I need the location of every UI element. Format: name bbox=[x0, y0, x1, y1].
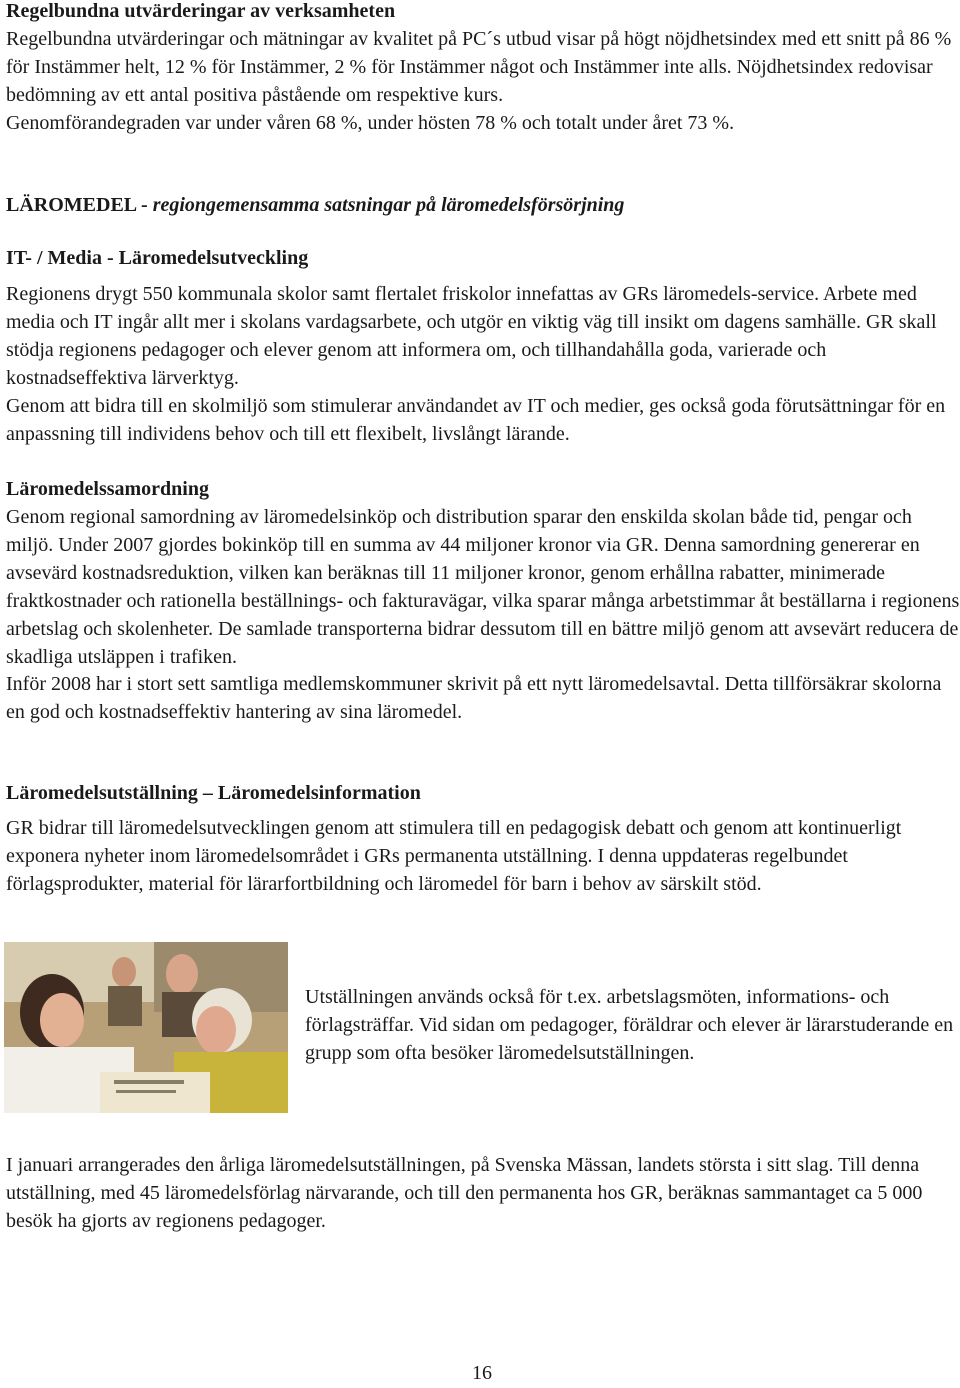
it-media-paragraph: Regionens drygt 550 kommunala skolor samt flertalet friskolor innefattas av GRs läromedels-service. Arbete med media och IT ingår allt mer i skolans vardagsarbete, och utgör en viktig väg till insikt om dagens samhälle. GR skall stödja regionens pedagoger och elever genom att informera om, och tillhandahålla goda, varierade och kostnadseffektiva lärverktyg. bbox=[6, 283, 937, 389]
samordning-paragraph-2: Inför 2008 har i stort sett samtliga medlemskommuner skrivit på ett nytt läromedelsavtal. Detta tillförsäkrar skolorna en god och kostnadseffektiv hantering av sina läromedel. bbox=[6, 673, 942, 724]
exhibition-photo-illustration bbox=[4, 942, 288, 1113]
it-media-heading: IT- / Media - Läromedelsutveckling bbox=[6, 247, 309, 269]
annual-exhibition-paragraph: I januari arrangerades den årliga läromedelsutställningen, på Svenska Mässan, landets största i sitt slag. Till denna utställning, med 45 läromedelsförlag närvarande, och till den permanenta hos GR, beräknas sammantaget ca 5 000 besök ha gjorts av regionens pedagoger. bbox=[6, 1154, 923, 1232]
laromedel-heading-bold: LÄROMEDEL - bbox=[6, 194, 153, 216]
samordning-heading: Läromedelssamordning bbox=[6, 478, 209, 500]
utstallning-paragraph: GR bidrar till läromedelsutvecklingen genom att stimulera till en pedagogisk debatt och genom att kontinuerligt exponera nyheter inom läromedelsområdet i GRs permanenta utställning. I denna uppdateras regelbundet förlagsprodukter, material för lärarfortbildning och läromedel för barn i behov av särskilt stöd. bbox=[6, 817, 902, 895]
it-media-body bbox=[6, 281, 956, 448]
completion-rate-paragraph: Genomförandegraden var under våren 68 %, under hösten 78 % och totalt under året 73 %. bbox=[6, 111, 735, 134]
utstallning-heading: Läromedelsutställning – Läromedelsinformation bbox=[6, 782, 421, 804]
page-number: 16 bbox=[472, 1362, 492, 1384]
it-media-paragraph-2: Genom att bidra till en skolmiljö som stimulerar användandet av IT och medier, ges också goda förutsättningar för en anpassning till individens behov och till ett flexibelt, livslångt lärande. bbox=[6, 394, 946, 445]
laromedel-heading-italic: regiongemensamma satsningar på läromedelsförsörjning bbox=[152, 194, 625, 216]
section-title-evaluations: Regelbundna utvärderingar av verksamheten bbox=[6, 0, 396, 22]
photo-caption: Utställningen används också för t.ex. arbetslagsmöten, informations- och förlagsträffar. Vid sidan om pedagoger, föräldrar och elever är lärarstuderande en grupp som ofta besöker läromedelsutställningen. bbox=[305, 986, 954, 1064]
samordning-body bbox=[6, 504, 960, 727]
laromedel-heading bbox=[6, 192, 624, 220]
exhibition-photo bbox=[4, 942, 288, 1113]
samordning-paragraph: Genom regional samordning av läromedelsinköp och distribution sparar den enskilda skolan både tid, pengar och miljö. Under 2007 gjordes bokinköp till en summa av 44 miljoner kronor via GR. Denna samordning genererar en avsevärd kostnadsreduktion, vilken kan beräknas till 11 miljoner kronor, genom erhållna rabatter, minimerade fraktkostnader och rationella beställnings- och fakturavägar, vilka sparar många arbetstimmar åt beställarna i regionens arbetslag och skolenheter. De samlade transporterna bidrar dessutom till en bättre miljö genom att avsevärt reducera de skadliga utsläppen i trafiken. bbox=[6, 506, 960, 668]
evaluations-paragraph: Regelbundna utvärderingar och mätningar av kvalitet på PC´s utbud visar på högt nöjdhetsindex med ett snitt på 86 % för Instämmer helt, 12 % för Instämmer, 2 % för Instämmer något och Instämmer inte alls. Nöjdhetsindex redovisar bedömning av ett antal positiva påstående om respektive kurs. bbox=[6, 28, 952, 106]
section-body-evaluations bbox=[6, 26, 954, 138]
